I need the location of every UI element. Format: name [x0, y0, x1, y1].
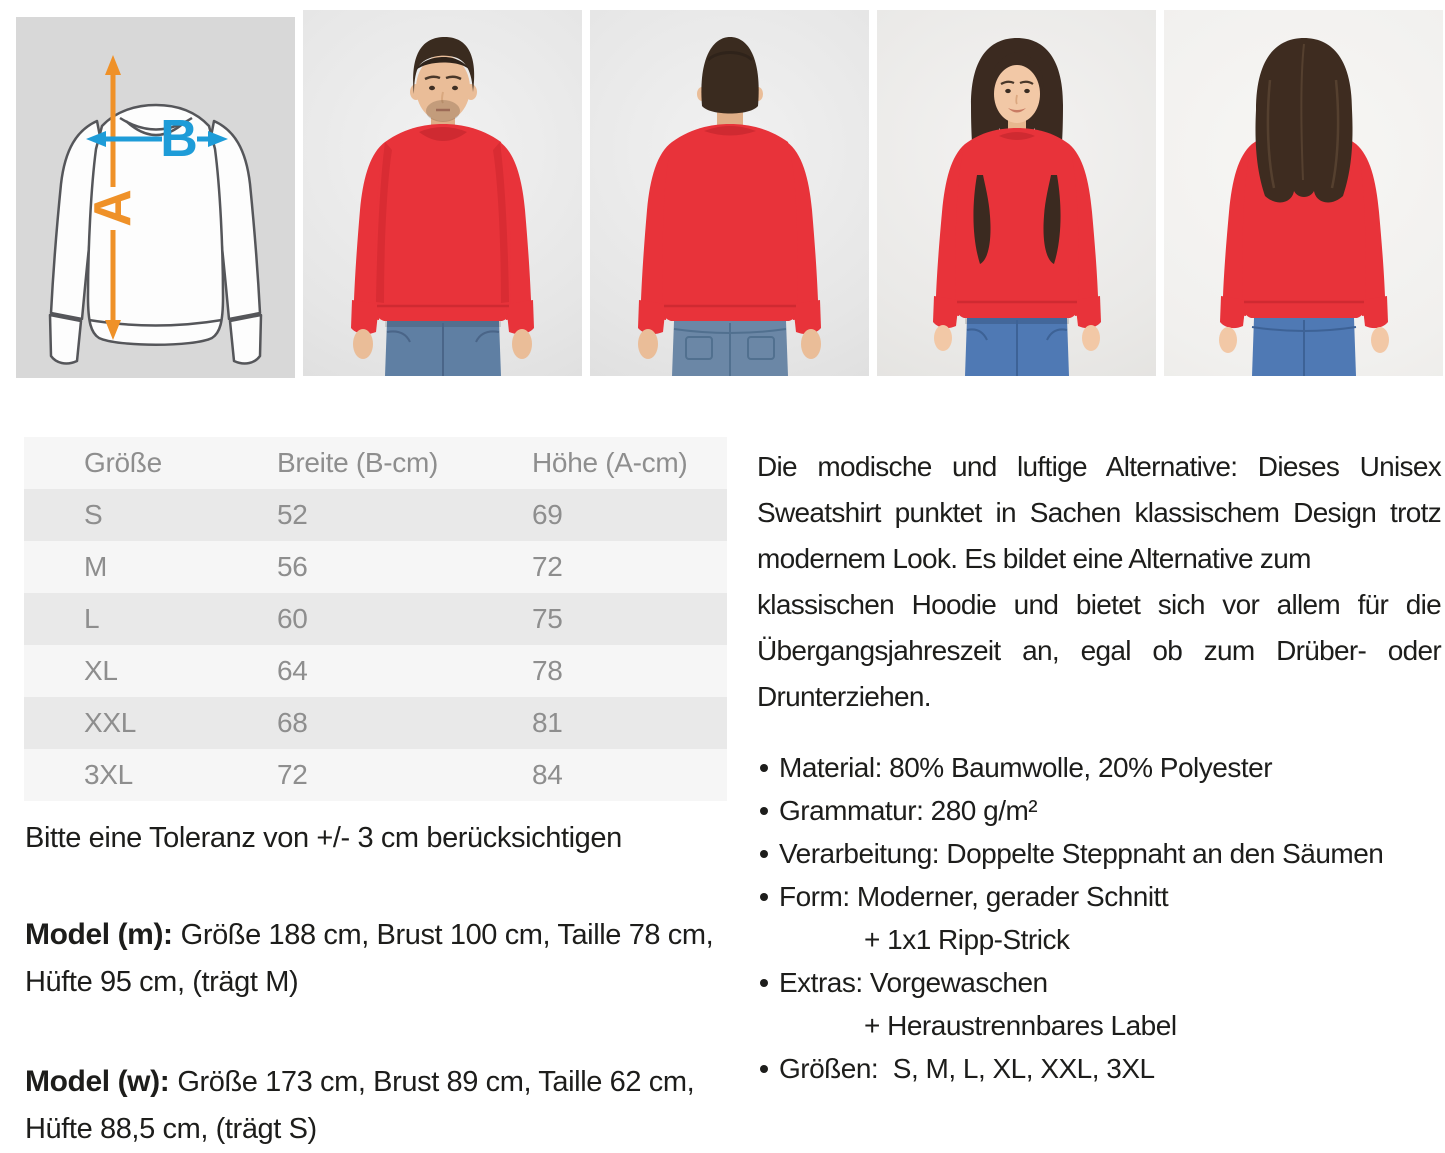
left-hand	[934, 325, 952, 351]
tolerance-note: Bitte eine Toleranz von +/- 3 cm berücksichtigen	[25, 822, 622, 854]
size-table	[24, 437, 727, 801]
right-hand	[1082, 325, 1100, 351]
cell-size: S	[84, 499, 103, 530]
dimension-a-label: A	[84, 189, 142, 227]
cell-hoehe: 84	[532, 759, 563, 790]
bullet-icon	[760, 893, 768, 901]
cell-hoehe: 75	[532, 603, 563, 634]
description-line: klassischen Hoodie und bietet sich vor allem für die	[757, 589, 1441, 620]
arrow-a-line-bottom	[111, 230, 116, 322]
description-line: Drunterziehen.	[757, 681, 931, 712]
cell-size: XL	[84, 655, 118, 686]
bullet-icon	[760, 850, 768, 858]
right-hand	[512, 329, 532, 359]
bullet-icon	[760, 807, 768, 815]
model-male-label: Model (m):	[25, 918, 173, 951]
model-female-text: Größe 173 cm, Brust 89 cm, Taille 62 cm, Hüfte 88,5 cm, (trägt S)	[25, 1066, 695, 1145]
feature-grammatur: Grammatur: 280 g/m²	[757, 789, 1441, 832]
cell-hoehe: 78	[532, 655, 563, 686]
table-row	[24, 489, 727, 541]
cell-size: 3XL	[84, 759, 133, 790]
male-back-illustration	[590, 10, 869, 376]
bullet-icon	[760, 979, 768, 987]
size-table-header-row	[24, 437, 727, 489]
sweatshirt-back	[638, 124, 821, 334]
feature-extras: Extras: Vorgewaschen	[757, 961, 1441, 1004]
table-row	[24, 697, 727, 749]
size-diagram-image[interactable]	[16, 17, 295, 378]
model-female-label: Model (w):	[25, 1065, 170, 1098]
product-image-gallery	[0, 0, 1445, 378]
dimension-b-label: B	[160, 110, 198, 168]
sweatshirt-measurement-diagram	[16, 17, 295, 378]
photo-male-back[interactable]	[590, 10, 869, 376]
left-cuff	[50, 315, 81, 363]
description-column	[757, 437, 1441, 1153]
left-hand	[1219, 327, 1237, 353]
cell-size: XXL	[84, 707, 137, 738]
arrow-b-line-left	[104, 137, 162, 142]
size-info-column	[24, 437, 734, 1153]
photo-female-back[interactable]	[1164, 10, 1443, 376]
left-hand	[638, 329, 658, 359]
table-row	[24, 749, 727, 801]
feature-verarbeitung: Verarbeitung: Doppelte Steppnaht an den Säumen	[757, 832, 1441, 875]
bullet-icon	[760, 764, 768, 772]
table-row	[24, 593, 727, 645]
col-header-groesse: Größe	[84, 447, 162, 478]
feature-list	[757, 746, 1441, 1090]
female-back-illustration	[1164, 10, 1443, 376]
feature-form-continued: + 1x1 Ripp-Strick	[864, 924, 1070, 955]
cell-size: M	[84, 551, 108, 582]
hair-back	[701, 37, 758, 114]
arrow-a-line-top	[111, 73, 116, 187]
col-header-hoehe: Höhe (A-cm)	[532, 447, 688, 478]
sweatshirt	[933, 128, 1101, 328]
product-description	[757, 444, 1441, 720]
description-line: Sweatshirt punktet in Sachen klassischem Design trotz	[757, 497, 1441, 528]
col-header-breite: Breite (B-cm)	[277, 447, 438, 478]
feature-material: Material: 80% Baumwolle, 20% Polyester	[757, 746, 1441, 789]
cell-size: L	[84, 603, 100, 634]
cell-breite: 72	[277, 759, 308, 790]
feature-form: Form: Moderner, gerader Schnitt	[757, 875, 1441, 918]
cell-hoehe: 69	[532, 499, 563, 530]
description-line: modernem Look. Es bildet eine Alternative zum	[757, 543, 1311, 574]
sweatshirt-outline	[50, 105, 261, 363]
female-front-illustration	[877, 10, 1156, 376]
cell-hoehe: 72	[532, 551, 563, 582]
description-line: Die modische und luftige Alternative: Dieses Unisex	[757, 451, 1441, 482]
face	[994, 65, 1040, 123]
product-info-section	[0, 437, 1445, 1153]
cell-breite: 56	[277, 551, 308, 582]
bullet-icon	[760, 1065, 768, 1073]
table-row	[24, 645, 727, 697]
cell-breite: 64	[277, 655, 308, 686]
model-female-measurements	[24, 1058, 725, 1153]
table-row	[24, 541, 727, 593]
feature-extras-continued: + Heraustrennbares Label	[864, 1010, 1177, 1041]
right-cuff	[230, 315, 261, 363]
left-hand	[353, 329, 373, 359]
photo-female-front[interactable]	[877, 10, 1156, 376]
cell-breite: 60	[277, 603, 308, 634]
right-hand	[1371, 327, 1389, 353]
description-line: Übergangsjahreszeit an, egal ob zum Drüber- oder	[757, 635, 1441, 666]
photo-male-front[interactable]	[303, 10, 582, 376]
right-hand	[801, 329, 821, 359]
model-male-measurements	[24, 911, 725, 1006]
cell-hoehe: 81	[532, 707, 563, 738]
cell-breite: 68	[277, 707, 308, 738]
feature-groessen: Größen: S, M, L, XL, XXL, 3XL	[757, 1047, 1441, 1090]
male-front-illustration	[303, 10, 582, 376]
cell-breite: 52	[277, 499, 308, 530]
model-male-text: Größe 188 cm, Brust 100 cm, Taille 78 cm, Hüfte 95 cm, (trägt M)	[25, 919, 714, 998]
